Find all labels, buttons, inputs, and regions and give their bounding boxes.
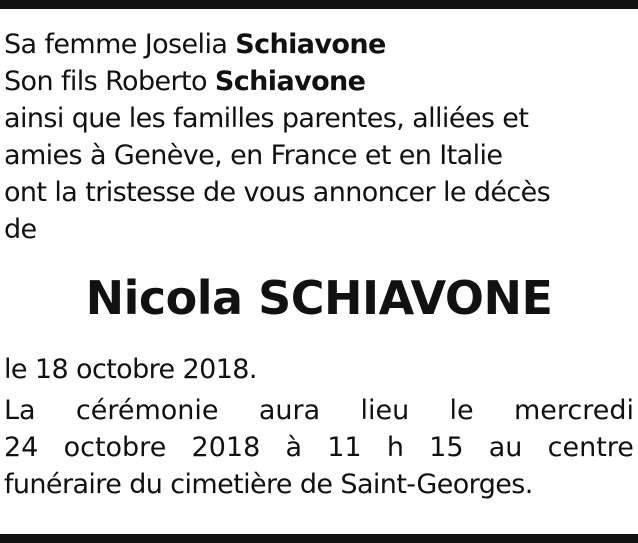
word: mercredi: [513, 395, 634, 426]
word: aura: [258, 395, 321, 426]
family-line-son: Son fils Roberto Schiavone: [4, 66, 366, 97]
ceremony-line-1: [4, 392, 634, 429]
family-line-relatives: ainsi que les familles parentes, alliées et: [4, 103, 529, 134]
word: à: [285, 432, 303, 463]
word: La: [4, 395, 36, 426]
word: lieu: [360, 395, 410, 426]
word: h: [386, 432, 404, 463]
word: 24: [4, 432, 39, 463]
ceremony-line-3: funéraire du cimetière de Saint-Georges.: [4, 469, 533, 500]
deceased-name: Nicola SCHIAVONE: [85, 271, 553, 325]
surname-bold: Schiavone: [214, 66, 366, 97]
top-border-rule: [0, 0, 638, 9]
family-line-wife: Sa femme Joselia Schiavone: [4, 29, 386, 60]
announcement-line-end: de: [4, 214, 37, 245]
word: octobre: [63, 432, 167, 463]
word: 11: [327, 432, 362, 463]
word: au: [488, 432, 523, 463]
announcement-line: ont la tristesse de vous annoncer le décès: [4, 177, 551, 208]
word: 2018: [191, 432, 261, 463]
family-line-friends: amies à Genève, en France et en Italie: [4, 140, 503, 171]
word: 15: [429, 432, 464, 463]
date-of-death: le 18 octobre 2018.: [4, 354, 257, 385]
surname-bold: Schiavone: [235, 29, 386, 60]
bottom-border-rule: [0, 534, 638, 543]
word: cérémonie: [75, 395, 219, 426]
word: le: [449, 395, 474, 426]
word: centre: [547, 432, 634, 463]
ceremony-line-2: [4, 429, 634, 466]
